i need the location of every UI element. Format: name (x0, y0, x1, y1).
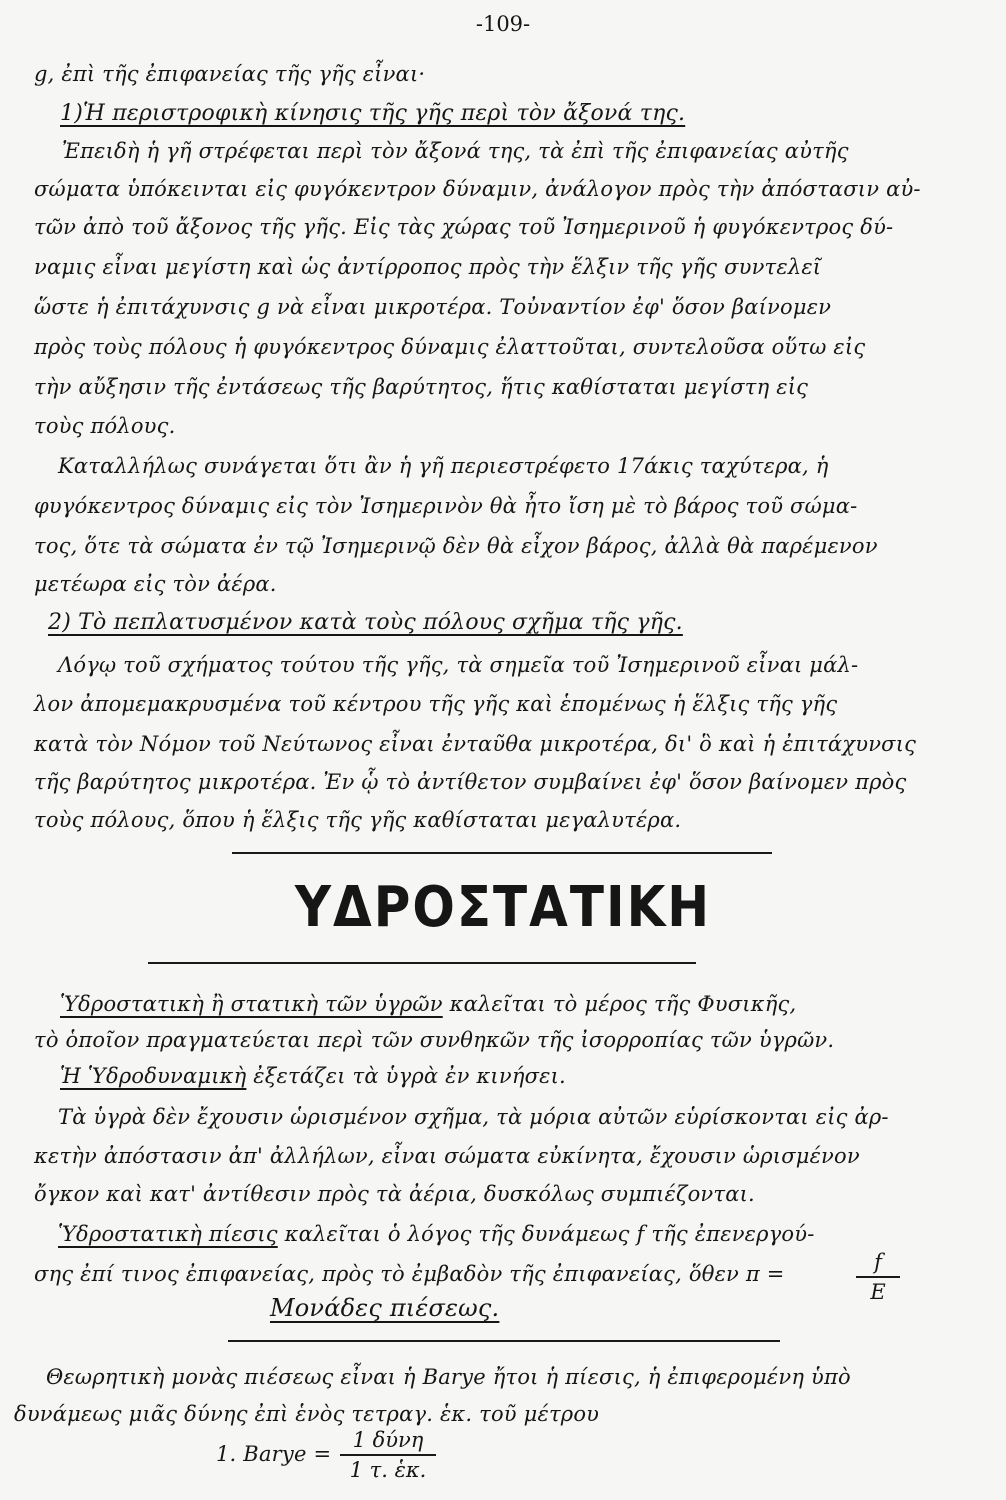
pressure-formula-fraction (856, 1250, 900, 1304)
liquids-paragraph-line: ὄγκον καὶ κατ' ἀντίθεσιν πρὸς τὰ ἀέρια, δυσκόλως συμπιέζονται. (34, 1182, 755, 1206)
section-1-line: σώματα ὑπόκεινται εἰς φυγόκεντρον δύναμιν, ἀνάλογον πρὸς τὴν ἀπόστασιν αὐ- (34, 177, 921, 201)
divider (228, 1340, 780, 1342)
pressure-definition-text: καλεῖται ὁ λόγος τῆς δυνάμεως f τῆς ἐπενεργού- (277, 1222, 815, 1246)
pressure-definition (58, 1220, 815, 1248)
section-1-line: τὴν αὔξησιν τῆς ἐντάσεως τῆς βαρύτητος, ἥτις καθίσταται μεγίστη εἰς (34, 375, 809, 399)
section-1-line: πρὸς τοὺς πόλους ἡ φυγόκεντρος δύναμις ἐλαττοῦται, συντελοῦσα οὕτω εἰς (34, 335, 866, 359)
section-2-line: Λόγῳ τοῦ σχήματος τούτου τῆς γῆς, τὰ σημεῖα τοῦ Ἰσημερινοῦ εἶναι μάλ- (58, 653, 859, 677)
hydrostatics-definition-text: καλεῖται τὸ μέρος τῆς Φυσικῆς, (442, 992, 797, 1016)
section-1-line: μετέωρα εἰς τὸν ἀέρα. (34, 572, 277, 596)
liquids-paragraph-line: Τὰ ὑγρὰ δὲν ἔχουσιν ὡρισμένον σχῆμα, τὰ μόρια αὐτῶν εὑρίσκονται εἰς ἀρ- (58, 1105, 889, 1129)
section-2-line: τοὺς πόλους, ὅπου ἡ ἕλξις τῆς γῆς καθίσταται μεγαλυτέρα. (34, 808, 682, 832)
hydrostatics-definition (60, 990, 796, 1018)
section-2-line: κατὰ τὸν Νόμον τοῦ Νεύτωνος εἶναι ἐνταῦθα μικροτέρα, δι' ὃ καὶ ἡ ἐπιτάχυνσις (34, 732, 917, 756)
hydrodynamics-term: Ἡ Ὑδροδυναμικὴ (60, 1064, 247, 1088)
units-line: δυνάμεως μιᾶς δύνης ἐπὶ ἑνὸς τετραγ. ἑκ. τοῦ μέτρου (14, 1402, 600, 1426)
hydrodynamics-definition-text: ἐξετάζει τὰ ὑγρὰ ἐν κινήσει. (246, 1064, 566, 1088)
divider (232, 852, 772, 854)
section-1-line: τοὺς πόλους. (34, 414, 176, 438)
pressure-term: Ὑδροστατικὴ πίεσις (58, 1222, 278, 1246)
section-1-line: Ἐπειδὴ ἡ γῆ στρέφεται περὶ τὸν ἄξονά της, τὰ ἐπὶ τῆς ἐπιφανείας αὐτῆς (62, 139, 849, 163)
section-1-line: ὥστε ἡ ἐπιτάχυνσις g νὰ εἶναι μικροτέρα. Τοὐναντίον ἐφ' ὅσον βαίνομεν (34, 295, 832, 319)
units-line: Θεωρητικὴ μονὰς πιέσεως εἶναι ἡ Barye ἤτοι ἡ πίεσις, ἡ ἐπιφερομένη ὑπὸ (46, 1365, 851, 1389)
section-1-line: φυγόκεντρος δύναμις εἰς τὸν Ἰσημερινὸν θὰ ἦτο ἴση μὲ τὸ βάρος τοῦ σώμα- (34, 494, 858, 518)
barye-numerator: 1 δύνη (352, 1428, 424, 1452)
section-2-line: τῆς βαρύτητος μικροτέρα. Ἐν ᾧ τὸ ἀντίθετον συμβαίνει ἐφ' ὅσον βαίνομεν πρὸς (34, 770, 907, 794)
intro-heading: g, ἐπὶ τῆς ἐπιφανείας τῆς γῆς εἶναι· (34, 62, 426, 86)
pressure-definition-line: σης ἐπί τινος ἐπιφανείας, πρὸς τὸ ἐμβαδὸν τῆς ἐπιφανείας, ὅθεν π = (34, 1262, 785, 1286)
divider (148, 962, 696, 964)
section-2-title: 2) Τὸ πεπλατυσμένον κατὰ τοὺς πόλους σχῆμα τῆς γῆς. (48, 610, 683, 635)
section-1-line: ναμις εἶναι μεγίστη καὶ ὡς ἀντίρροπος πρὸς τὴν ἕλξιν τῆς γῆς συντελεῖ (34, 255, 822, 279)
hydrodynamics-definition (60, 1062, 566, 1090)
barye-fraction (340, 1428, 436, 1482)
section-1-line: Καταλλήλως συνάγεται ὅτι ἂν ἡ γῆ περιεστρέφετο 17άκις ταχύτερα, ἡ (58, 454, 829, 478)
formula-numerator: f (874, 1250, 882, 1274)
hydrostatics-definition-line: τὸ ὁποῖον πραγματεύεται περὶ τῶν συνθηκῶν τῆς ἰσορροπίας τῶν ὑγρῶν. (34, 1028, 835, 1052)
fraction-bar (340, 1454, 436, 1456)
main-title: ΥΔΡΟΣΤΑΤΙΚΗ (294, 874, 712, 940)
section-1-line: τῶν ἀπὸ τοῦ ἄξονος τῆς γῆς. Εἰς τὰς χώρας τοῦ Ἰσημερινοῦ ἡ φυγόκεντρος δύ- (34, 215, 894, 239)
page-number: -109- (475, 12, 531, 36)
barye-equation-lhs: 1. Barye = (216, 1442, 332, 1466)
liquids-paragraph-line: κετὴν ἀπόστασιν ἀπ' ἀλλήλων, εἶναι σώματα εὐκίνητα, ἔχουσιν ὡρισμένον (34, 1144, 860, 1168)
section-1-line: τος, ὅτε τὰ σώματα ἐν τῷ Ἰσημερινῷ δὲν θὰ εἶχον βάρος, ἀλλὰ θὰ παρέμενον (34, 534, 878, 558)
fraction-bar (856, 1276, 900, 1278)
section-2-line: λον ἀπομεμακρυσμένα τοῦ κέντρου τῆς γῆς καὶ ἑπομένως ἡ ἕλξις τῆς γῆς (34, 692, 838, 716)
units-title: Μονάδες πιέσεως. (270, 1294, 500, 1322)
section-1-title: 1)Ἡ περιστροφικὴ κίνησις τῆς γῆς περὶ τὸν ἄξονά της. (60, 101, 686, 126)
formula-denominator: E (870, 1280, 886, 1304)
barye-denominator: 1 τ. ἑκ. (349, 1458, 427, 1482)
hydrostatics-term: Ὑδροστατικὴ ἢ στατικὴ τῶν ὑγρῶν (60, 992, 443, 1016)
